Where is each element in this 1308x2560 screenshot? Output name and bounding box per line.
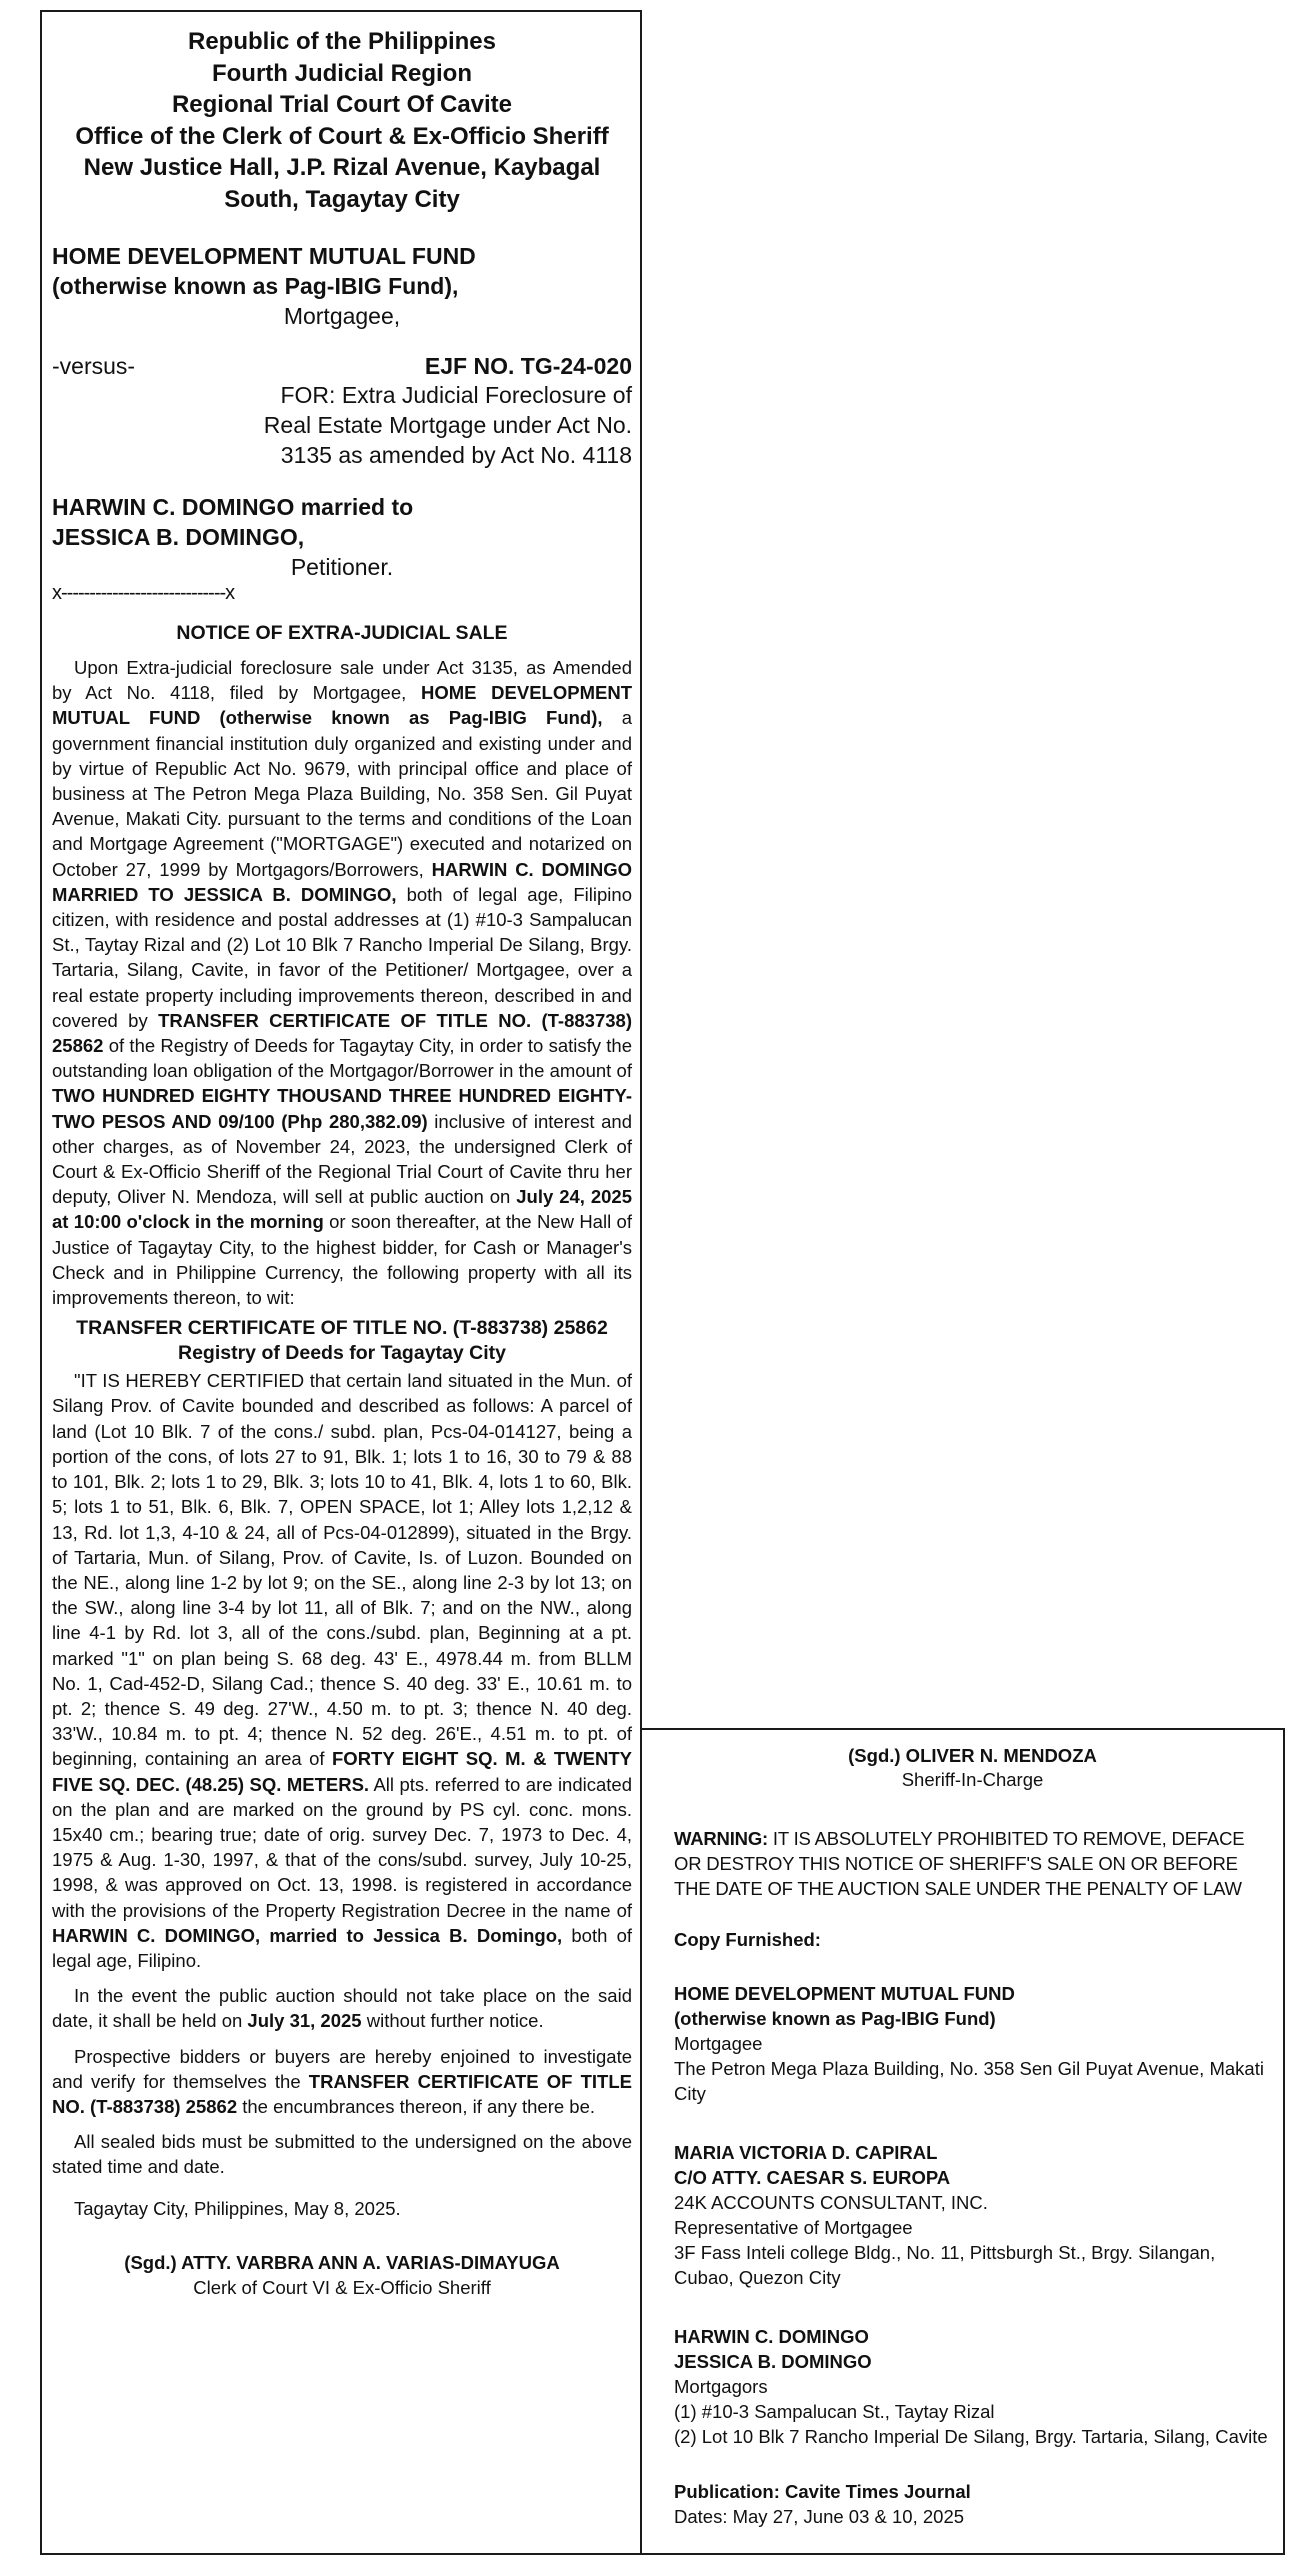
recipient-address: 3F Fass Inteli college Bldg., No. 11, Pittsburgh St., Brgy. Silangan, Cubao, Quezon City — [674, 2242, 1216, 2288]
case-purpose — [52, 380, 632, 470]
mortgagee-block — [52, 241, 632, 331]
recipient-mortgagors — [674, 2324, 1271, 2449]
header-line: Republic of the Philippines — [187, 28, 496, 55]
header-line: New Justice Hall, J.P. Rizal Avenue, Kaybagal — [83, 154, 601, 181]
header-line: Regional Trial Court Of Cavite — [171, 91, 513, 118]
recipient-name: JESSICA B. DOMINGO — [674, 2351, 872, 2372]
petitioner-role: Petitioner. — [290, 554, 394, 580]
header-line: South, Tagaytay City — [224, 185, 460, 213]
clerk-signature-block — [52, 2250, 632, 2300]
notice-paragraph-1: Upon Extra-judicial foreclosure sale under Act 3135, as Amended by Act No. 4118, filed by Mortgagee, HOME DEVELOPMENT MUTUAL FUND (otherwise known as Pag-IBIG Fund), a government financial institution duly organized and existing under and by virtue of Republic Act No. 9679, with principal office and place of business at The Petron Mega Plaza Building, No. 358 Sen. Gil Puyat Avenue, Makati City. pursuant to the terms and conditions of the Loan and Mortgage Agreement ("MORTGAGE") executed and notarized on October 27, 1999 by Mortgagors/Borrowers, HARWIN C. DOMINGO MARRIED TO JESSICA B. DOMINGO, both of legal age, Filipino citizen, with residence and postal addresses at (1) #10-3 Sampalucan St., Taytay Rizal and (2) Lot 10 Blk 7 Rancho Imperial De Silang, Brgy. Tartaria, Silang, Cavite, in favor of the Petitioner/ Mortgagee, over a real estate property including improvements thereon, described in and covered by TRANSFER CERTIFICATE OF TITLE NO. (T-883738) 25862 of the Registry of Deeds for Tagaytay City, in order to satisfy the outstanding loan obligation of the Mortgagor/Borrower in the amount of TWO HUNDRED EIGHTY THOUSAND THREE HUNDRED EIGHTY-TWO PESOS AND 09/100 (Php 280,382.09) inclusive of interest and other charges, as of November 24, 2023, the undersigned Clerk of Court & Ex-Officio Sheriff of the Regional Trial Court of Cavite thru her deputy, Oliver N. Mendoza, will sell at public auction on July 24, 2025 at 10:00 o'clock in the morning or soon thereafter, at the New Hall of Justice of Tagaytay City, to the highest bidder, for Cash or Manager's Check and in Philippine Currency, the following property with all its improvements thereon, to wit: — [52, 657, 633, 1309]
recipient-company: 24K ACCOUNTS CONSULTANT, INC. — [674, 2192, 988, 2213]
recipient-mortgagee — [674, 1981, 1271, 2106]
clerk-name: (Sgd.) ATTY. VARBRA ANN A. VARIAS-DIMAYUGA — [124, 2251, 560, 2273]
recipient-role: Mortgagee — [674, 2033, 763, 2054]
case-purpose-line: Real Estate Mortgage under Act No. — [263, 412, 632, 438]
mortgagee-name: HOME DEVELOPMENT MUTUAL FUND — [52, 243, 476, 269]
notice-main-column — [40, 10, 642, 2555]
header-line: Fourth Judicial Region — [211, 59, 472, 87]
recipient-address: The Petron Mega Plaza Building, No. 358 Sen Gil Puyat Avenue, Makati City — [674, 2058, 1264, 2104]
recipient-name: MARIA VICTORIA D. CAPIRAL — [674, 2142, 938, 2163]
publication-name: Publication: Cavite Times Journal — [674, 2481, 971, 2502]
ejf-number: EJF NO. TG-24-020 — [424, 353, 632, 379]
recipient-role: Representative of Mortgagee — [674, 2217, 913, 2238]
case-purpose-line: 3135 as amended by Act No. 4118 — [280, 442, 632, 468]
notice-date: Tagaytay City, Philippines, May 8, 2025. — [74, 2197, 401, 2219]
recipient-representative — [674, 2140, 1271, 2290]
notice-title: NOTICE OF EXTRA-JUDICIAL SALE — [176, 622, 508, 644]
publication-block — [674, 2479, 1271, 2529]
petitioner-block — [52, 492, 632, 604]
sheriff-title: Sheriff-In-Charge — [901, 1769, 1044, 1790]
warning-notice: WARNING: IT IS ABSOLUTELY PROHIBITED TO REMOVE, DEFACE OR DESTROY THIS NOTICE OF SHERIFF'S SALE ON OR BEFORE THE DATE OF THE AUCTION SALE UNDER THE PENALTY OF LAW — [674, 1828, 1245, 1899]
copy-furnished-heading: Copy Furnished: — [674, 1929, 821, 1950]
alternate-date-paragraph: In the event the public auction should not take place on the said date, it shall be held on July 31, 2025 without further notice. — [52, 1985, 632, 2032]
recipient-name: HARWIN C. DOMINGO — [674, 2326, 869, 2347]
versus-row — [52, 353, 632, 380]
recipient-role: Mortgagors — [674, 2376, 768, 2397]
recipient-address: (1) #10-3 Sampalucan St., Taytay Rizal — [674, 2401, 995, 2422]
sealed-bids-paragraph: All sealed bids must be submitted to the undersigned on the above stated time and date. — [52, 2131, 632, 2178]
petitioner-name: HARWIN C. DOMINGO married to — [52, 494, 414, 520]
court-header — [52, 26, 632, 215]
sheriff-signature-block — [674, 1744, 1271, 1792]
clerk-title: Clerk of Court VI & Ex-Officio Sheriff — [193, 2276, 491, 2298]
bidders-paragraph: Prospective bidders or buyers are hereby enjoined to investigate and verify for themselves the TRANSFER CERTIFICATE OF TITLE NO. (T-883738) 25862 the encumbrances thereon, if any there be. — [52, 2045, 633, 2117]
recipient-name: (otherwise known as Pag-IBIG Fund) — [674, 2008, 996, 2029]
case-purpose-line: FOR: Extra Judicial Foreclosure of — [280, 382, 632, 408]
recipient-name: C/O ATTY. CAESAR S. EUROPA — [674, 2167, 951, 2188]
tct-heading-line: Registry of Deeds for Tagaytay City — [178, 1342, 506, 1365]
tct-heading-line: TRANSFER CERTIFICATE OF TITLE NO. (T-883738) 25862 — [76, 1317, 608, 1340]
tct-heading — [52, 1316, 632, 1366]
petitioner-name: JESSICA B. DOMINGO, — [52, 524, 305, 550]
notice-side-column — [640, 1728, 1285, 2555]
versus-label: -versus- — [52, 353, 136, 379]
mortgagee-alias: (otherwise known as Pag-IBIG Fund), — [52, 273, 459, 299]
divider-line: x-----------------------------x — [52, 582, 235, 604]
recipient-address: (2) Lot 10 Blk 7 Rancho Imperial De Silang, Brgy. Tartaria, Silang, Cavite — [674, 2426, 1268, 2447]
recipient-name: HOME DEVELOPMENT MUTUAL FUND — [674, 1983, 1015, 2004]
property-description: "IT IS HEREBY CERTIFIED that certain land situated in the Mun. of Silang Prov. of Cavite bounded and described as follows: A parcel of land (Lot 10 Blk. 7 of the cons./ subd. plan, Pcs-04-014127, being a portion of the cons, of lots 27 to 91, Blk. 1; lots 1 to 16, 30 to 79 & 88 to 101, Blk. 2; lots 1 to 29, Blk. 3; lots 10 to 41, Blk. 4, lots 1 to 60, Blk. 5; lots 1 to 51, Blk. 6, Blk. 7, OPEN SPACE, lot 1; Alley lots 1,2,12 & 13, Rd. lot 1,3, 4-10 & 24, all of Pcs-04-012899), situated in the Brgy. of Tartaria, Mun. of Silang, Prov. of Cavite, Is. of Luzon. Bounded on the NE., along line 1-2 by lot 9; on the SE., along line 2-3 by lot 13; on the SW., along line 3-4 by lot 11, all of Blk. 7; and on the NW., along line 4-1 by Rd. lot 3, all of the cons./subd. plan, Beginning at a pt. marked "1" on plan being S. 68 deg. 43' E., 4978.44 m. from BLLM No. 1, Cad-452-D, Silang Cad.; thence S. 40 deg. 33' E., 10.61 m. to pt. 2; thence S. 49 deg. 27'W., 4.50 m. to pt. 3; thence N. 40 deg. 33'W., 10.84 m. to pt. 4; thence N. 52 deg. 26'E., 4.51 m. to pt. of beginning, containing an area of FORTY EIGHT SQ. M. & TWENTY FIVE SQ. DEC. (48.25) SQ. METERS. All pts. referred to are indicated on the plan and are marked on the ground by PS cyl. conc. mons. 15x40 cm.; bearing true; date of orig. survey Dec. 7, 1973 to Dec. 4, 1975 & Aug. 1-30, 1997, & that of the cons/subd. survey, July 10-25, 1998, & was approved on Oct. 13, 1998. is registered in accordance with the provisions of the Property Registration Decree in the name of HARWIN C. DOMINGO, married to Jessica B. Domingo, both of legal age, Filipino. — [52, 1370, 633, 1971]
header-line: Office of the Clerk of Court & Ex-Officio Sheriff — [75, 122, 609, 150]
mortgagee-role: Mortgagee, — [283, 303, 401, 329]
publication-dates: Dates: May 27, June 03 & 10, 2025 — [674, 2506, 965, 2527]
sheriff-name: (Sgd.) OLIVER N. MENDOZA — [848, 1745, 1097, 1766]
